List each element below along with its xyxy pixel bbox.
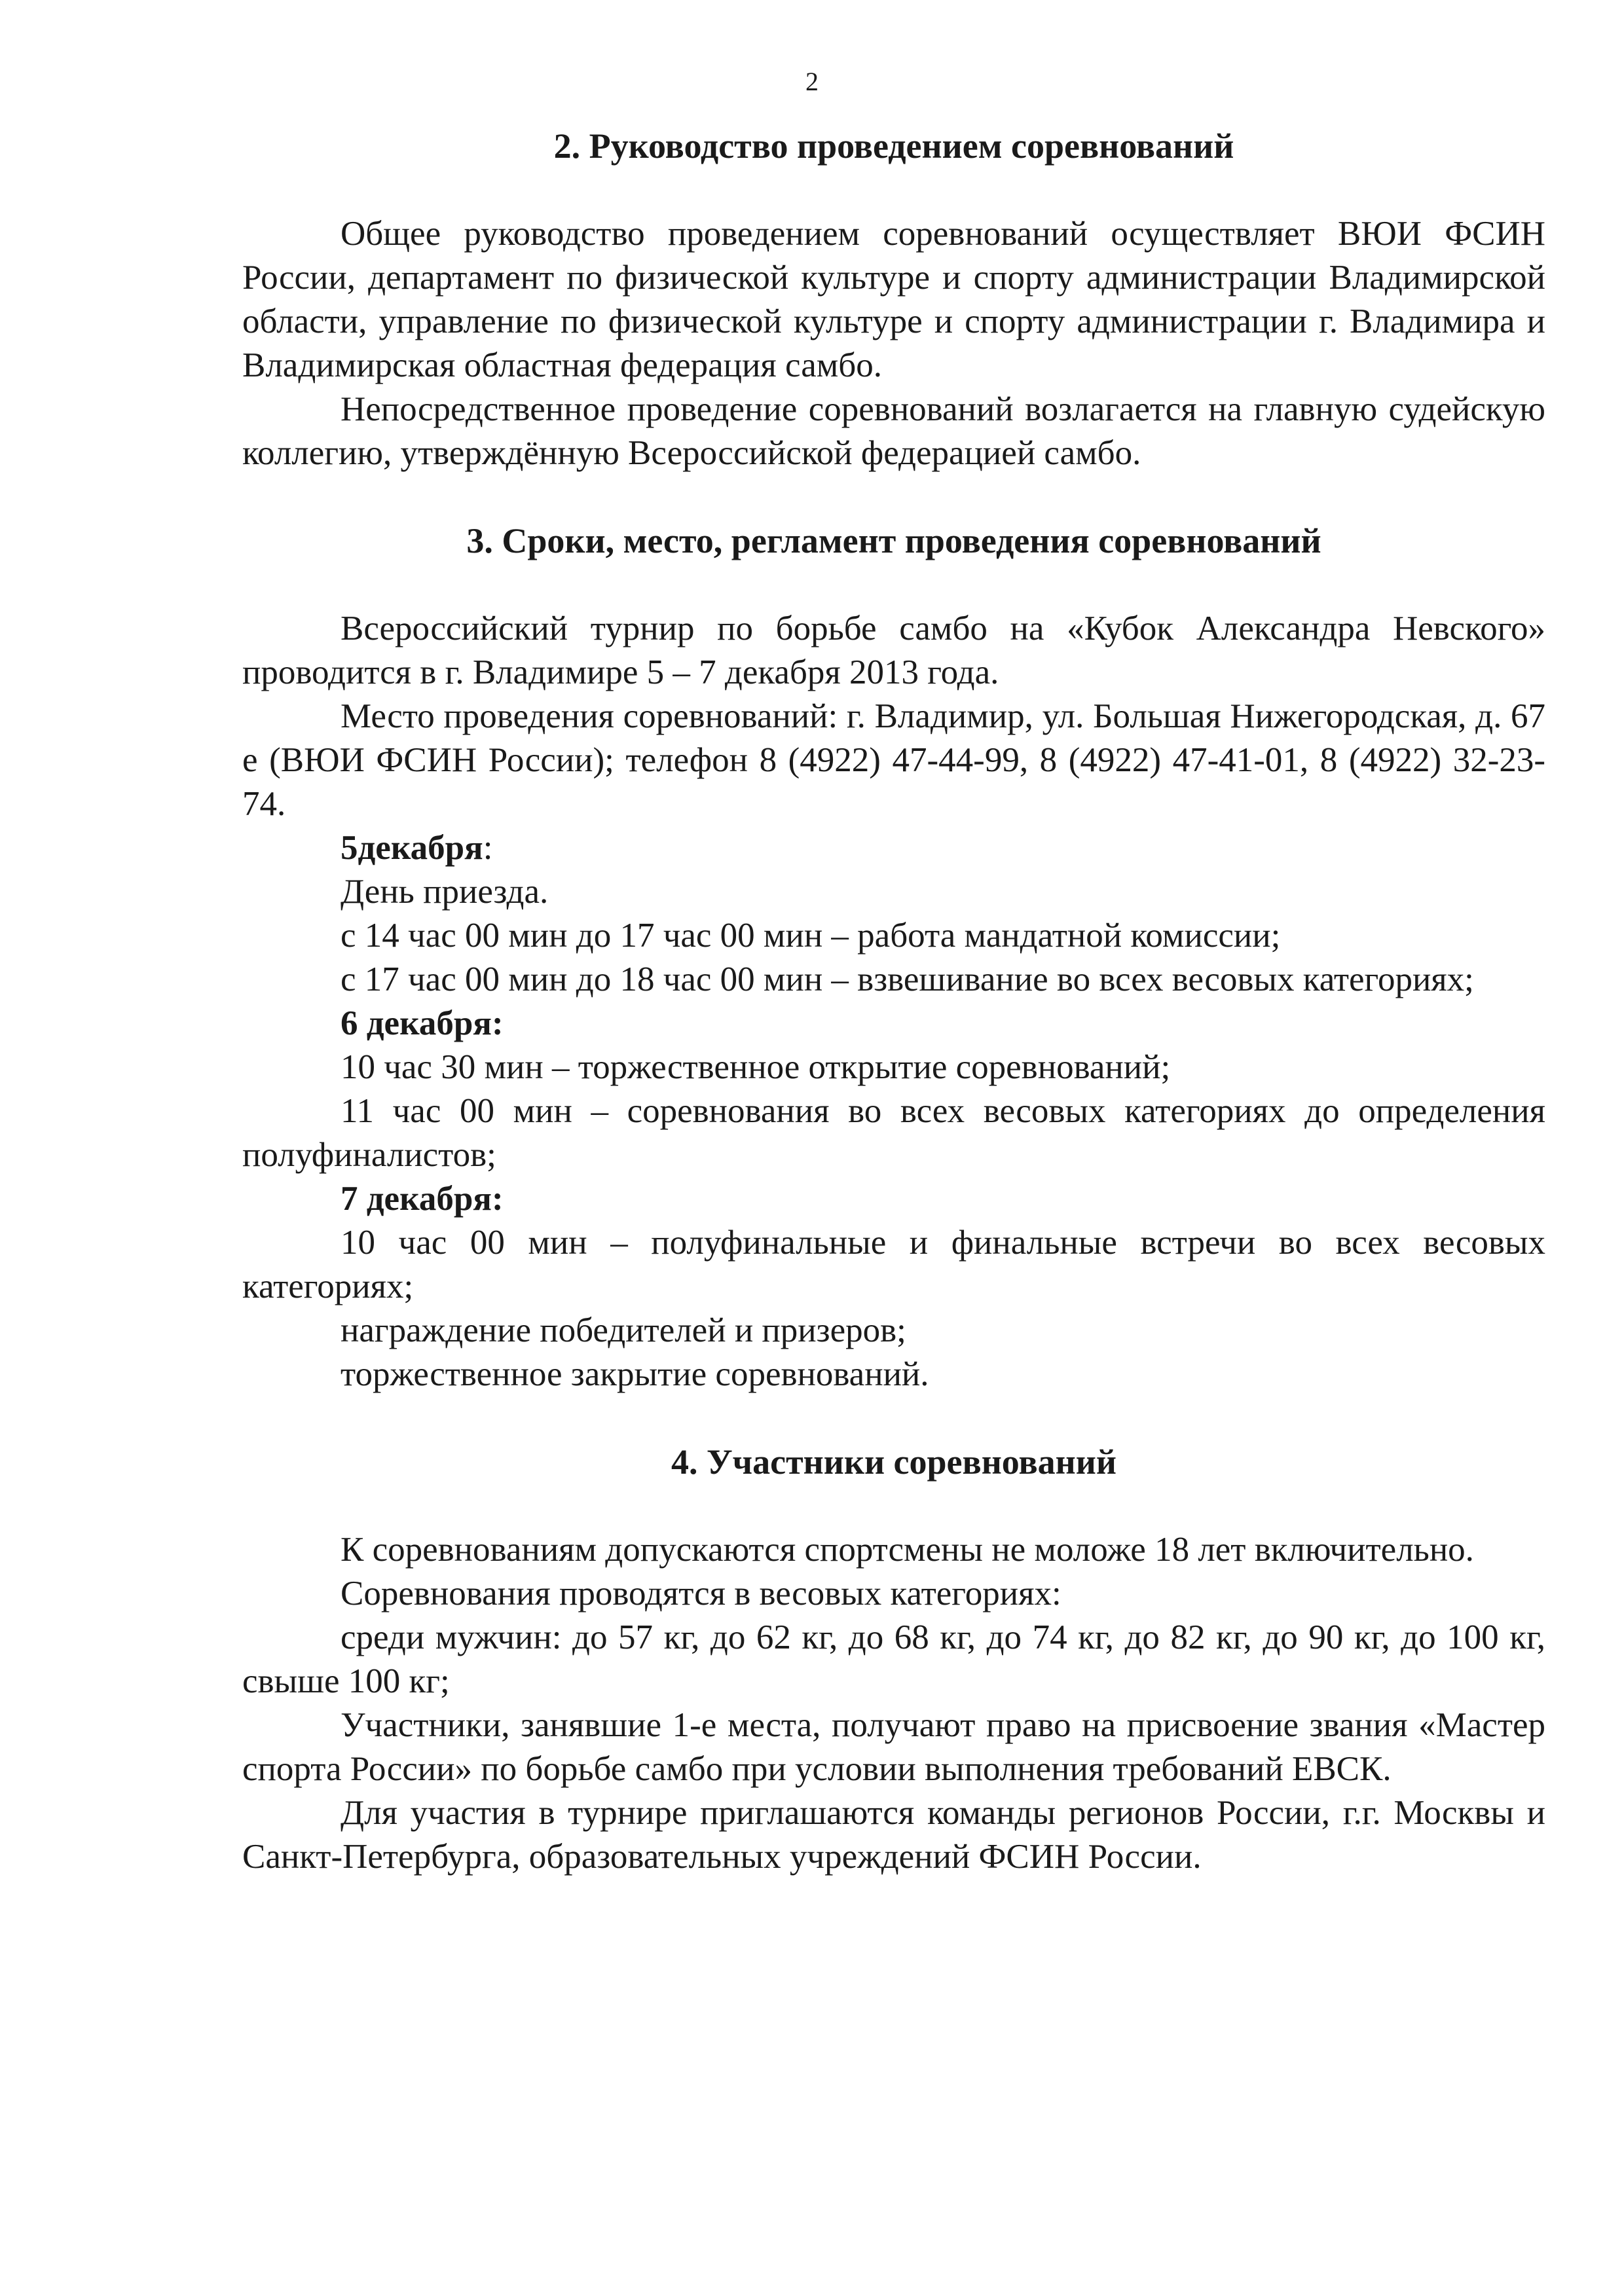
- day-heading-dec7: 7 декабря:: [341, 1180, 504, 1218]
- section-schedule: [242, 519, 1545, 1396]
- schedule-item: с 14 час 00 мин до 17 час 00 мин – работа мандатной комиссии;: [341, 917, 1281, 955]
- schedule-item: 10 час 30 мин – торжественное открытие соревнований;: [341, 1048, 1171, 1086]
- schedule-item: торжественное закрытие соревнований.: [341, 1355, 929, 1393]
- paragraph-direct-management: Непосредственное проведение соревнований возлагается на главную судейскую коллегию, утверждённую Всероссийской федерацией самбо.: [242, 390, 1545, 472]
- paragraph-master-title: Участники, занявшие 1-е места, получают право на присвоение звания «Мастер спорта России» по борьбе самбо при условии выполнения требований ЕВСК.: [242, 1706, 1545, 1788]
- schedule-item: 11 час 00 мин – соревнования во всех весовых категориях до определения полуфиналистов;: [242, 1092, 1545, 1174]
- document-body: [242, 124, 1545, 1879]
- schedule-item: награждение победителей и призеров;: [341, 1311, 906, 1349]
- paragraph-general-management: Общее руководство проведением соревнований осуществляет ВЮИ ФСИН России, департамент по физической культуре и спорту администрации Владимирской области, управление по физической культуре и спорту администрации г. Владимира и Владимирская областная федерация самбо.: [242, 215, 1545, 384]
- paragraph-weight-categories: среди мужчин: до 57 кг, до 62 кг, до 68 кг, до 74 кг, до 82 кг, до 90 кг, до 100 кг, свыше 100 кг;: [242, 1618, 1545, 1700]
- paragraph-tournament-dates: Всероссийский турнир по борьбе самбо на «Кубок Александра Невского» проводится в г. Владимире 5 – 7 декабря 2013 года.: [242, 610, 1545, 691]
- schedule-item: с 17 час 00 мин до 18 час 00 мин – взвешивание во всех весовых категориях;: [341, 960, 1474, 998]
- day-heading-dec5: [242, 826, 1545, 870]
- schedule-item: 10 час 00 мин – полуфинальные и финальные встречи во всех весовых категориях;: [242, 1224, 1545, 1305]
- page-number: 2: [805, 67, 819, 96]
- paragraph-invited-teams: Для участия в турнире приглашаются команды регионов России, г.г. Москвы и Санкт-Петербурга, образовательных учреждений ФСИН России.: [242, 1794, 1545, 1876]
- section-title-participants: 4. Участники соревнований: [671, 1442, 1116, 1482]
- day-heading-dec5-colon: :: [483, 829, 493, 867]
- paragraph-venue: Место проведения соревнований: г. Владимир, ул. Большая Нижегородская, д. 67 е (ВЮИ ФСИН России); телефон 8 (4922) 47-44-99, 8 (4922) 47-41-01, 8 (4922) 32-23-74.: [242, 697, 1545, 823]
- paragraph-weight-intro: Соревнования проводятся в весовых категориях:: [341, 1575, 1061, 1613]
- section-participants: [242, 1440, 1545, 1879]
- section-management: [242, 124, 1545, 475]
- section-title-schedule: 3. Сроки, место, регламент проведения соревнований: [466, 521, 1321, 560]
- section-title-management: 2. Руководство проведением соревнований: [553, 126, 1234, 166]
- day-heading-dec5-label: 5декабря: [341, 829, 483, 867]
- paragraph-age-limit: К соревнованиям допускаются спортсмены не моложе 18 лет включительно.: [341, 1531, 1474, 1569]
- schedule-item: День приезда.: [341, 873, 549, 911]
- day-heading-dec6: 6 декабря:: [341, 1004, 504, 1042]
